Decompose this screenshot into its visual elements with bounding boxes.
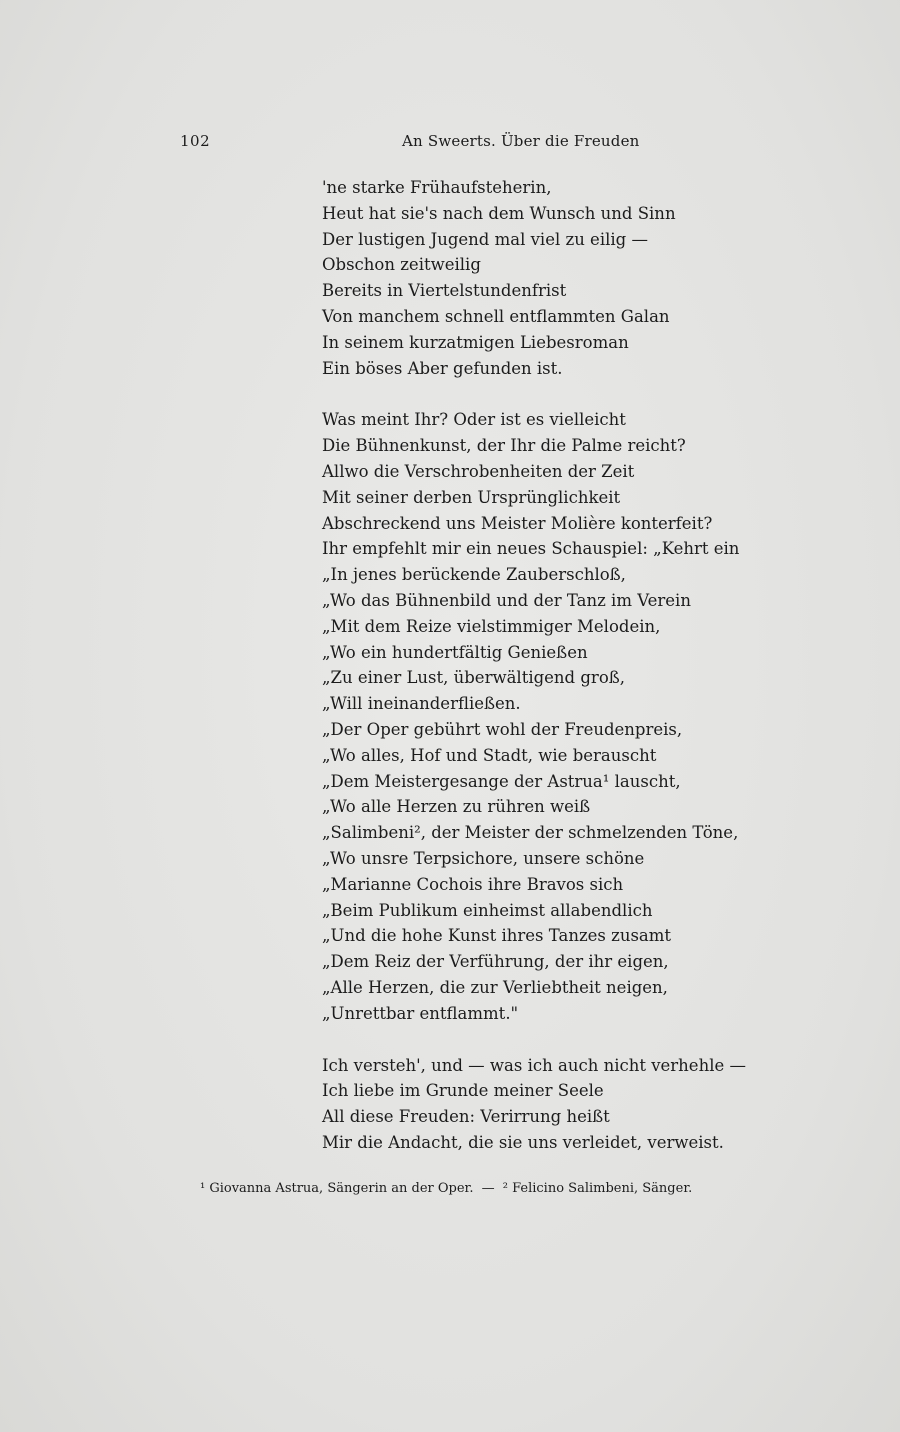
poem-line: „Wo ein hundertfältig Genießen xyxy=(322,642,588,662)
poem-line: Mir die Andacht, die sie uns verleidet, verweist. xyxy=(322,1132,724,1152)
poem-line: Ein böses Aber gefunden ist. xyxy=(322,358,563,378)
poem-line: „Marianne Cochois ihre Bravos sich xyxy=(322,874,624,894)
poem-line: „Will ineinanderfließen. xyxy=(322,694,521,714)
poem-line: „Der Oper gebührt wohl der Freudenpreis, xyxy=(322,719,683,739)
poem-line: „Dem Reiz der Verführung, der ihr eigen, xyxy=(322,952,669,972)
poem-line: „Wo alles, Hof und Stadt, wie berauscht xyxy=(322,745,657,765)
poem-line: Die Bühnenkunst, der Ihr die Palme reicht? xyxy=(322,436,686,456)
footnotes xyxy=(200,1181,720,1196)
poem-line: Obschon zeitweilig xyxy=(322,255,481,275)
stanza-gap xyxy=(322,1027,742,1053)
poem-line: „Unrettbar entflammt." xyxy=(322,1003,519,1023)
poem-line: „Mit dem Reize vielstimmiger Melodein, xyxy=(322,616,661,636)
poem-line: 'ne starke Frühaufsteherin, xyxy=(322,178,552,197)
poem-line: In seinem kurzatmigen Liebesroman xyxy=(322,332,629,352)
poem-line: „Wo unsre Terpsichore, unsere schöne xyxy=(322,848,645,868)
poem-line: Ich versteh', und — was ich auch nicht verhehle — xyxy=(322,1055,746,1075)
poem-line: Was meint Ihr? Oder ist es vielleicht xyxy=(322,410,626,430)
page-header xyxy=(180,132,640,156)
poem-line: „Alle Herzen, die zur Verliebtheit neigen, xyxy=(322,977,668,997)
stanza-3 xyxy=(322,1053,746,1156)
poem-line: Von manchem schnell entflammten Galan xyxy=(322,306,670,326)
running-head: An Sweerts. Über die Freuden xyxy=(402,132,640,150)
poem-line: „Salimbeni², der Meister der schmelzenden Töne, xyxy=(322,823,739,843)
stanza-2 xyxy=(322,407,742,1026)
poem-line: „In jenes berückende Zauberschloß, xyxy=(322,565,626,585)
poem-line: Ihr empfehlt mir ein neues Schauspiel: „Kehrt ein xyxy=(322,539,740,559)
poem xyxy=(322,175,746,1156)
footnote-2: ² Felicino Salimbeni, Sänger. xyxy=(502,1181,693,1196)
poem-line: „Beim Publikum einheimst allabendlich xyxy=(322,900,653,920)
poem-line: Heut hat sie's nach dem Wunsch und Sinn xyxy=(322,203,676,223)
poem-line: Allwo die Verschrobenheiten der Zeit xyxy=(322,461,635,481)
poem-line: Abschreckend uns Meister Molière konterfeit? xyxy=(322,513,713,533)
stanza-1 xyxy=(322,175,742,381)
poem-line: Ich liebe im Grunde meiner Seele xyxy=(322,1081,604,1101)
poem-line: Bereits in Viertelstundenfrist xyxy=(322,281,567,301)
poem-line: „Wo das Bühnenbild und der Tanz im Verein xyxy=(322,590,691,610)
stanza-gap xyxy=(322,381,742,407)
footnote-1: ¹ Giovanna Astrua, Sängerin an der Oper. xyxy=(200,1181,474,1196)
poem-line: „Und die hohe Kunst ihres Tanzes zusamt xyxy=(322,926,672,946)
poem-line: „Zu einer Lust, überwältigend groß, xyxy=(322,668,626,688)
poem-line: „Wo alle Herzen zu rühren weiß xyxy=(322,797,591,817)
footnote-separator: — xyxy=(481,1181,495,1196)
poem-line: All diese Freuden: Verirrung heißt xyxy=(322,1107,610,1127)
poem-line: „Dem Meistergesange der Astrua¹ lauscht, xyxy=(322,771,681,791)
poem-line: Mit seiner derben Ursprünglichkeit xyxy=(322,487,621,507)
page-number: 102 xyxy=(180,132,211,150)
poem-line: Der lustigen Jugend mal viel zu eilig — xyxy=(322,229,648,249)
